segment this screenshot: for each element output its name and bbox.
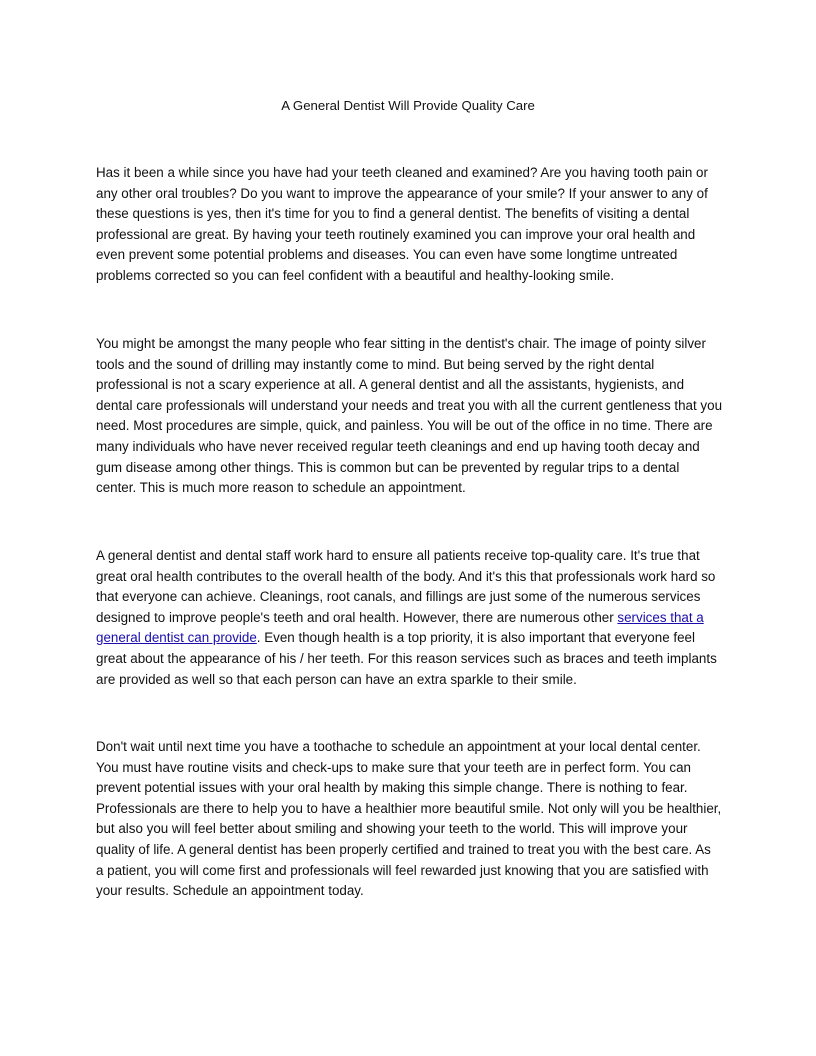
paragraph-3-text-before-link: A general dentist and dental staff work hard to ensure all patients receive top-quality care. It's true that great oral health contributes to the overall health of the body. And it's this that professionals work hard so that everyone can achieve. Cleanings, root canals, and fillings are just some of the numerous services designed to improve people's teeth and oral health. However, there are numerous other <box>96 548 716 625</box>
paragraph-3-text-after-link: . Even though health is a top priority, it is also important that everyone feel great about the appearance of his / her teeth. For this reason services such as braces and teeth implants are provided as well so that each person can have an extra sparkle to their smile. <box>96 630 717 687</box>
paragraph-4: Don't wait until next time you have a toothache to schedule an appointment at your local dental center. You must have routine visits and check-ups to make sure that your teeth are in perfect form. You can prevent potential issues with your oral health by making this simple change. There is nothing to fear. Professionals are there to help you to have a healthier more beautiful smile. Not only will you be healthier, but also you will feel better about smiling and showing your teeth to the world. This will improve your quality of life. A general dentist has been properly certified and trained to treat you with the best care. As a patient, you will come first and professionals will feel rewarded just knowing that you are satisfied with your results. Schedule an appointment today. <box>96 739 722 899</box>
document-title: A General Dentist Will Provide Quality Care <box>281 98 535 113</box>
services-link[interactable]: services that a general dentist can provide <box>96 609 704 646</box>
paragraph-3 <box>96 546 722 690</box>
paragraph-2: You might be amongst the many people who fear sitting in the dentist's chair. The image of pointy silver tools and the sound of drilling may instantly come to mind. But being served by the right dental professional is not a scary experience at all. A general dentist and all the assistants, hygienists, and dental care professionals will understand your needs and treat you with all the current gentleness that you need. Most procedures are simple, quick, and painless. You will be out of the office in no time. There are many individuals who have never received regular teeth cleanings and end up having tooth decay and gum disease among other things. This is common but can be prevented by regular trips to a dental center. This is much more reason to schedule an appointment. <box>96 336 723 496</box>
paragraph-1: Has it been a while since you have had your teeth cleaned and examined? Are you having tooth pain or any other oral troubles? Do you want to improve the appearance of your smile? If your answer to any of these questions is yes, then it's time for you to find a general dentist. The benefits of visiting a dental professional are great. By having your teeth routinely examined you can improve your oral health and even prevent some potential problems and diseases. You can even have some longtime untreated problems corrected so you can feel confident with a beautiful and healthy-looking smile. <box>96 165 708 283</box>
